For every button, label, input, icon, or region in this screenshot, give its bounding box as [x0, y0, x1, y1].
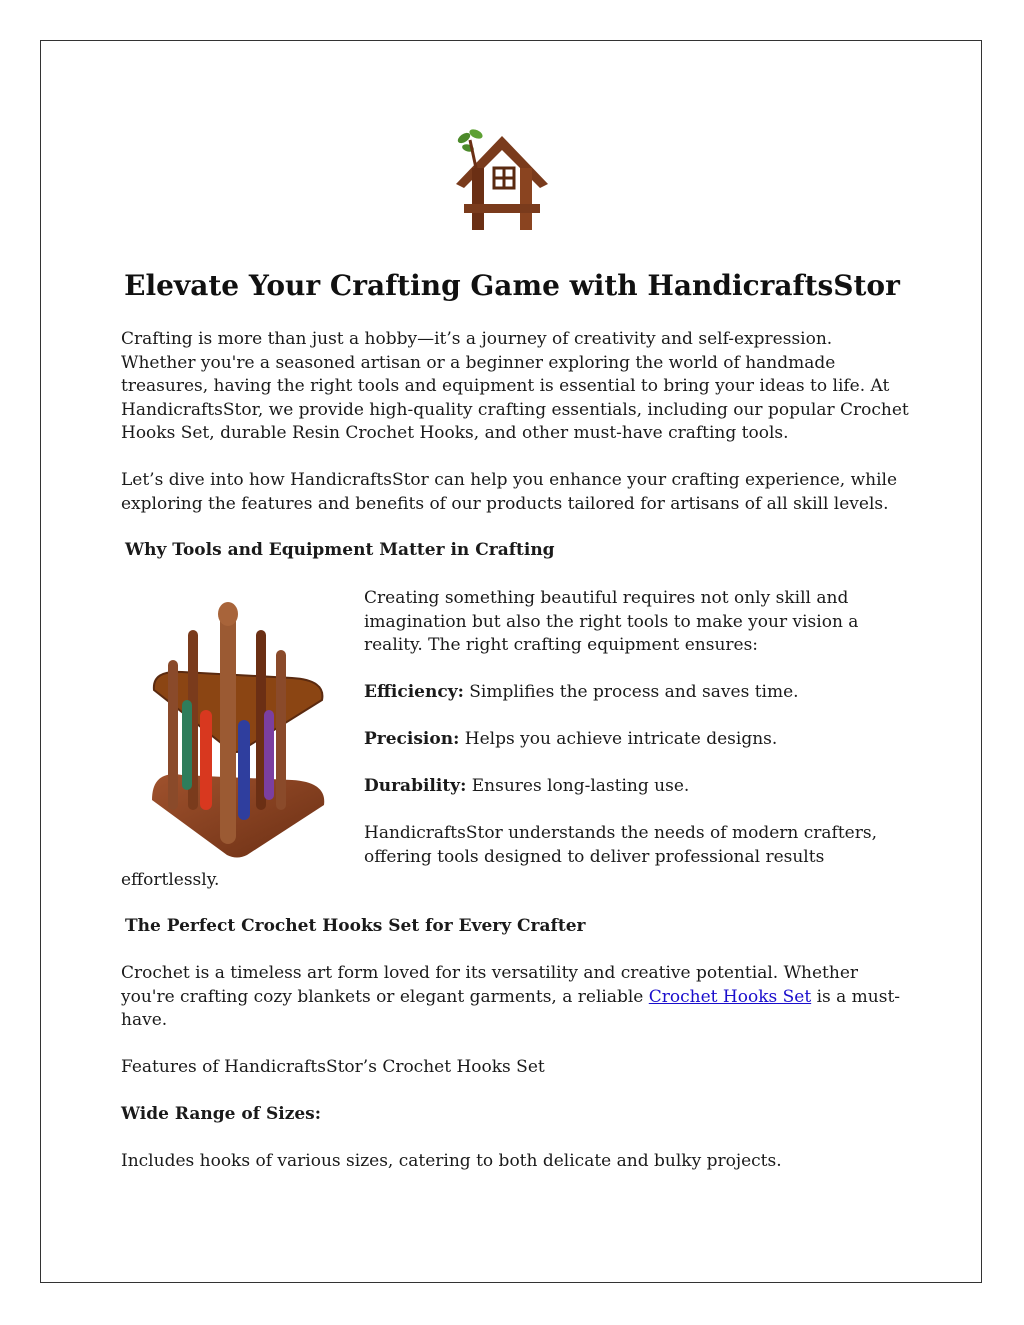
crochet-hooks-set-link[interactable]: Crochet Hooks Set [648, 986, 812, 1007]
point-efficiency [364, 681, 884, 705]
page-title: Elevate Your Crafting Game with HandicraftsStor [124, 269, 900, 302]
point-term: Precision: [364, 729, 460, 749]
point-precision [364, 728, 884, 752]
handicrafts-house-logo-icon [450, 128, 554, 232]
crochet-hook-stand-image [142, 600, 332, 862]
crochet-text-before: Crochet is a timeless art form loved for its versatility and creative potential. Whether you're crafting cozy blankets or elegant garments, a reliable [121, 963, 859, 1007]
features-heading: Features of HandicraftsStor’s Crochet Hooks Set [121, 1057, 545, 1077]
closing-line-3: effortlessly. [121, 870, 220, 890]
point-text: Ensures long-lasting use. [471, 776, 690, 796]
crochet-text-after: is a must-have. [121, 986, 901, 1030]
point-text: Helps you achieve intricate designs. [464, 729, 778, 749]
feature-term: Wide Range of Sizes: [121, 1104, 322, 1124]
intro-paragraph: Crafting is more than just a hobby—it’s a journey of creativity and self-expression. Whether you're a seasoned artisan or a beginner exploring the world of handmade treasures, having the right tools and equipment is essential to bring your ideas to life. At HandicraftsStor, we provide high-quality crafting essentials, including our popular Crochet Hooks Set, durable Resin Crochet Hooks, and other must-have crafting tools. [121, 329, 909, 443]
section-heading-crochet: The Perfect Crochet Hooks Set for Every Crafter [125, 916, 586, 936]
crochet-paragraph [121, 962, 911, 1033]
closing-line-2: offering tools designed to deliver professional results [364, 847, 825, 867]
point-term: Durability: [364, 776, 467, 796]
point-durability [364, 775, 884, 799]
feature-text: Includes hooks of various sizes, catering to both delicate and bulky projects. [121, 1151, 782, 1171]
point-term: Efficiency: [364, 682, 464, 702]
point-text: Simplifies the process and saves time. [469, 682, 799, 702]
section-heading-tools: Why Tools and Equipment Matter in Crafting [125, 540, 555, 560]
intro-paragraph-2: Let’s dive into how HandicraftsStor can help you enhance your crafting experience, while exploring the features and benefits of our products tailored for artisans of all skill levels. [121, 470, 898, 514]
closing-line-1: HandicraftsStor understands the needs of modern crafters, [364, 823, 877, 843]
tools-lead-paragraph: Creating something beautiful requires not only skill and imagination but also the right tools to make your vision a reality. The right crafting equipment ensures: [364, 588, 859, 655]
